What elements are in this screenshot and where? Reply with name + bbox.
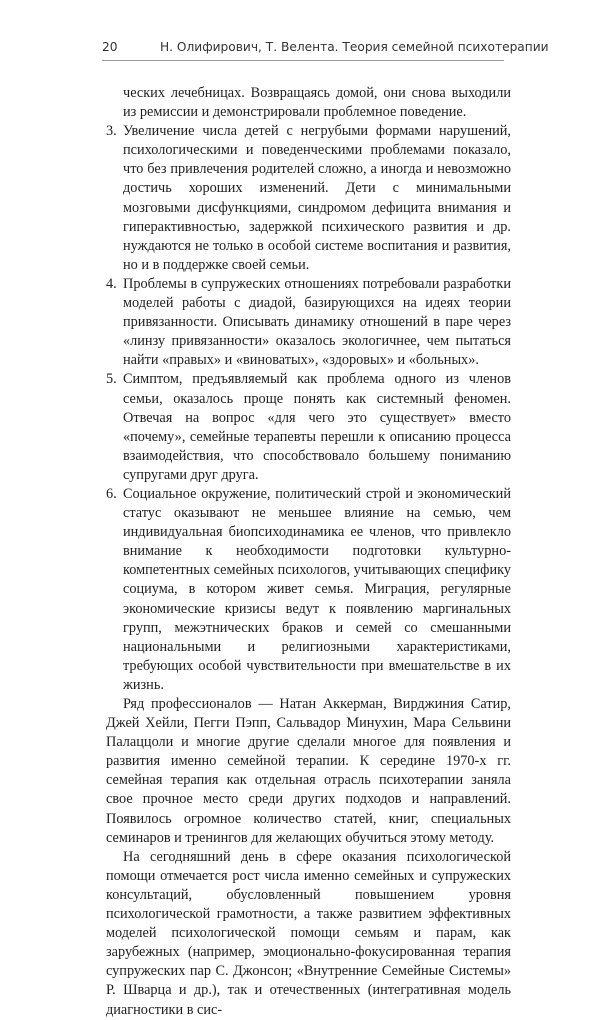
- list-item-number: 6.: [106, 485, 117, 502]
- list-item-text: Симптом, предъявляемый как проблема одного из членов семьи, оказалось проще понять как системный феномен. Отвечая на вопрос «для чего это существует» вместо «почему», семейные терапевты перешли к описанию процесса взаимодействия, что способствовало большему пониманию супругами друг друга.: [123, 371, 511, 483]
- continued-paragraph: ческих лечебницах. Возвращаясь домой, они снова выходили из ремиссии и демонстрировали проблемное поведение.: [123, 85, 511, 121]
- body-paragraph: Ряд профессионалов — Натан Аккерман, Вирджиния Сатир, Джей Хейли, Пегги Пэпп, Сальвадор Минухин, Мара Сельвини Палаццоли и многие другие сделали многое для появления и развития именно семейной терапии. К середине 1970-х гг. семейная терапия как отдельная отрасль психотерапии заняла свое прочное место среди других подходов и направлений. Появилось огромное количество статей, книг, специальных семинаров и тренингов для желающих обучиться этому методу.: [106, 696, 511, 846]
- list-item-text: Увеличение числа детей с негрубыми формами нарушений, психологическими и поведенческими проблемами показало, что без привлечения родителей сложно, а иногда и невозможно достичь хороших изменений. Дети с минимальными мозговыми дисфункциями, синдромом дефицита внимания и гиперактивностью, задержкой психического развития и др. нуждаются не только в особой системе воспитания и развития, но и в поддержке своей семьи.: [123, 123, 511, 273]
- list-item: [106, 370, 511, 485]
- list-item: [106, 275, 511, 370]
- list-item-text: Проблемы в супружеских отношениях потребовали разработки моделей работы с диадой, базирующихся на идеях теории привязанности. Описывать динамику отношений в паре через «линзу привязанности» оказалось экологичнее, чем пытаться найти «правых» и «виноватых», «здоровых» и «больных».: [123, 275, 511, 369]
- list-item: [106, 485, 511, 695]
- header-rule: [102, 60, 504, 61]
- list-item: [106, 122, 511, 275]
- running-title: Н. Олифирович, Т. Велента. Теория семейной психотерапии: [160, 40, 549, 54]
- list-item-text: Социальное окружение, политический строй и экономический статус оказывают не меньшее влияние на семью, чем индивидуальная биопсиходинамика ее членов, что привлекло внимание к необходимости подготовки культурно-компетентных семейных психологов, учитывающих специфику социума, в котором живет семья. Миграция, регулярные экономические кризисы ведут к появлению маргинальных групп, межэтнических браков и семей со смешанными национальными и религиозными характеристиками, требующих особой чувствительности при вмешательстве в их жизнь.: [123, 485, 511, 693]
- list-item-number: 4.: [106, 275, 117, 292]
- body-paragraph: На сегодняшний день в сфере оказания психологической помощи отмечается рост числа именно семейных и супружеских консультаций, обусловленный повышением уровня психологической грамотности, а также развитием эффективных моделей психологической помощи семьям и парам, как зарубежных (например, эмоционально-фокусированная терапия супружеских пар С. Джонсон; «Внутренние Семейные Системы» Р. Шварца и др.), так и отечественных (интегративная модель диагностики в сис-: [106, 848, 511, 1018]
- page-number: 20: [102, 40, 118, 54]
- list-item-number: 3.: [106, 123, 117, 140]
- list-item-number: 5.: [106, 371, 117, 388]
- page-body: [106, 84, 511, 1020]
